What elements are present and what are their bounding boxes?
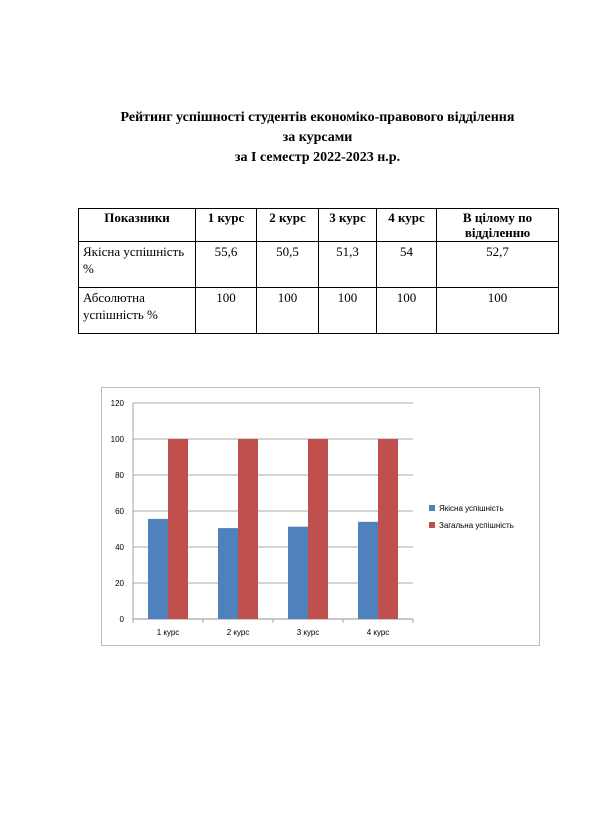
table-header-row bbox=[79, 209, 559, 242]
table-cell: 51,3 bbox=[319, 242, 377, 288]
bar bbox=[168, 439, 188, 619]
chart-frame bbox=[101, 387, 540, 646]
y-tick-label: 20 bbox=[115, 579, 124, 588]
table-cell: 55,6 bbox=[196, 242, 257, 288]
table-cell: 100 bbox=[257, 288, 319, 334]
document-title bbox=[60, 108, 575, 168]
table-row bbox=[79, 288, 559, 334]
row-label: Якісна успішність % bbox=[79, 242, 196, 288]
table-cell: 100 bbox=[196, 288, 257, 334]
legend-swatch bbox=[429, 522, 435, 528]
title-line-3: за І семестр 2022-2023 н.р. bbox=[234, 150, 401, 165]
bar bbox=[358, 522, 378, 619]
y-tick-label: 60 bbox=[115, 507, 124, 516]
title-line-2: за курсами bbox=[282, 130, 353, 145]
y-tick-label: 80 bbox=[115, 471, 124, 480]
x-tick-label: 3 курс bbox=[296, 628, 320, 637]
y-tick-label: 40 bbox=[115, 543, 124, 552]
x-tick-label: 2 курс bbox=[226, 628, 250, 637]
table-cell: 100 bbox=[437, 288, 559, 334]
header-course-2: 2 курс bbox=[257, 209, 319, 242]
header-department-total: В цілому по відділенню bbox=[437, 209, 559, 242]
table-cell: 54 bbox=[377, 242, 437, 288]
stats-table bbox=[78, 208, 559, 334]
bar bbox=[378, 439, 398, 619]
table-cell: 52,7 bbox=[437, 242, 559, 288]
y-tick-label: 0 bbox=[119, 615, 124, 624]
table-cell: 100 bbox=[377, 288, 437, 334]
legend-label: Якісна успішність bbox=[439, 504, 504, 513]
row-label: Абсолютна успішність % bbox=[79, 288, 196, 334]
bar bbox=[218, 528, 238, 619]
header-course-3: 3 курс bbox=[319, 209, 377, 242]
header-course-4: 4 курс bbox=[377, 209, 437, 242]
x-tick-label: 1 курс bbox=[156, 628, 180, 637]
bar bbox=[148, 519, 168, 619]
legend-label: Загальна успішність bbox=[439, 521, 514, 530]
legend-swatch bbox=[429, 505, 435, 511]
bar-chart bbox=[102, 388, 539, 645]
bar bbox=[308, 439, 328, 619]
y-tick-label: 120 bbox=[110, 399, 124, 408]
header-indicators: Показники bbox=[79, 209, 196, 242]
bar bbox=[288, 527, 308, 619]
header-course-1: 1 курс bbox=[196, 209, 257, 242]
bar bbox=[238, 439, 258, 619]
title-line-1: Рейтинг успішності студентів економіко-правового відділення bbox=[120, 110, 515, 125]
table-cell: 100 bbox=[319, 288, 377, 334]
table-row bbox=[79, 242, 559, 288]
x-tick-label: 4 курс bbox=[366, 628, 390, 637]
y-tick-label: 100 bbox=[110, 435, 124, 444]
table-cell: 50,5 bbox=[257, 242, 319, 288]
